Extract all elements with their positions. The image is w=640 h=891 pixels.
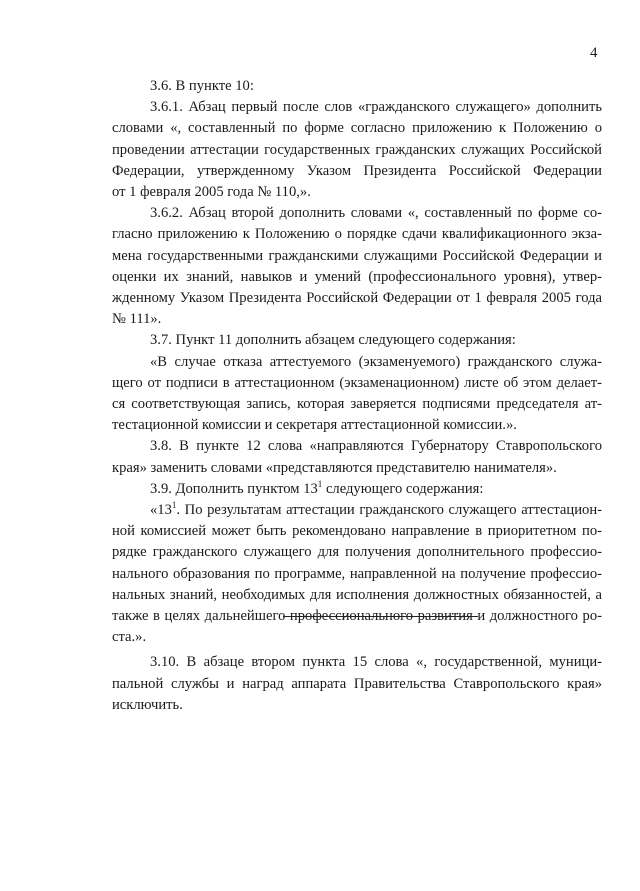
text-line: также в целях дальнейшего профессионального развития и должностного ро-: [112, 608, 602, 625]
paragraph-3-9: [112, 479, 602, 500]
text-line: мена государственными гражданскими служащими Российской Федерации и: [112, 247, 602, 264]
text-fragment: «13: [150, 502, 172, 519]
text-line: [112, 479, 602, 500]
text-line: проведении аттестации государственных гражданских служащих Российской: [112, 141, 602, 158]
text-line: тестационной комиссии и секретаря аттестационной комиссии.».: [112, 417, 517, 434]
paragraph-3-7: [112, 330, 602, 351]
quote-3-7: [112, 352, 602, 437]
text-line: 3.6. В пункте 10:: [150, 78, 254, 94]
paragraph-3-6-1: [112, 97, 602, 203]
text-line: нального образования по программе, направленной на получение профессио-: [112, 565, 602, 582]
text-line: оценки их знаний, навыков и умений (профессионального уровня), утвер-: [112, 268, 602, 285]
text-fragment: . По результатам аттестации гражданского служащего аттестацион-: [176, 502, 602, 519]
text-line: ной комиссией может быть рекомендовано направление в приоритетном по-: [112, 523, 602, 540]
superscript: 1: [171, 500, 177, 511]
text-line: рядке гражданского служащего для получения дополнительного профессио-: [112, 544, 602, 561]
quote-3-9-continuation: [112, 521, 602, 648]
text-line: 3.10. В абзаце втором пункта 15 слова «, государственной, муници-: [150, 654, 602, 671]
text-line: гласно приложению к Положению о порядке сдачи квалификационного экза-: [112, 226, 602, 243]
page-number: 4: [590, 45, 598, 61]
text-line: 3.6.1. Абзац первый после слов «гражданского служащего» дополнить: [150, 99, 602, 116]
document-body: [112, 76, 602, 716]
paragraph-3-6: [112, 76, 602, 97]
text-line: 3.6.2. Абзац второй дополнить словами «, составленный по форме со-: [150, 205, 602, 222]
text-line: ста.».: [112, 629, 147, 646]
text-line: от 1 февраля 2005 года № 110,».: [112, 184, 311, 201]
text-fragment: следующего содержания:: [322, 480, 484, 497]
text-line: исключить.: [112, 696, 183, 713]
text-line: Федерации, утвержденному Указом Президента Российской Федерации: [112, 162, 602, 179]
paragraph-3-10: [112, 652, 602, 716]
text-line: жденному Указом Президента Российской Федерации от 1 февраля 2005 года: [112, 290, 602, 307]
text-line: ся соответствующая запись, которая заверяется подписями председателя ат-: [112, 396, 602, 413]
text-line: нальных знаний, необходимых для исполнения должностных обязанностей, а: [112, 586, 602, 603]
text-line: пальной службы и наград аппарата Правительства Ставропольского края»: [112, 675, 602, 692]
paragraph-3-6-2: [112, 203, 602, 330]
text-line: № 111».: [112, 311, 162, 328]
superscript: 1: [317, 479, 323, 489]
text-line: 3.8. В пункте 12 слова «направляются Губернатору Ставропольского: [150, 438, 602, 455]
text-fragment: 3.9. Дополнить пунктом 13: [150, 480, 318, 497]
text-line: 3.7. Пункт 11 дополнить абзацем следующего содержания:: [150, 332, 516, 349]
quote-3-9: [112, 500, 602, 648]
closing-rule: [283, 616, 478, 617]
text-line: края» заменить словами «представляются представителю нанимателя».: [112, 459, 557, 476]
text-line: щего от подписи в аттестационном (экзаменационном) листе об этом делает-: [112, 374, 602, 391]
paragraph-3-8: [112, 436, 602, 478]
text-line: «В случае отказа аттестуемого (экзаменуемого) гражданского служа-: [150, 353, 602, 370]
text-line: словами «, составленный по форме согласно приложению к Положению о: [112, 120, 602, 137]
text-line: [112, 500, 602, 521]
